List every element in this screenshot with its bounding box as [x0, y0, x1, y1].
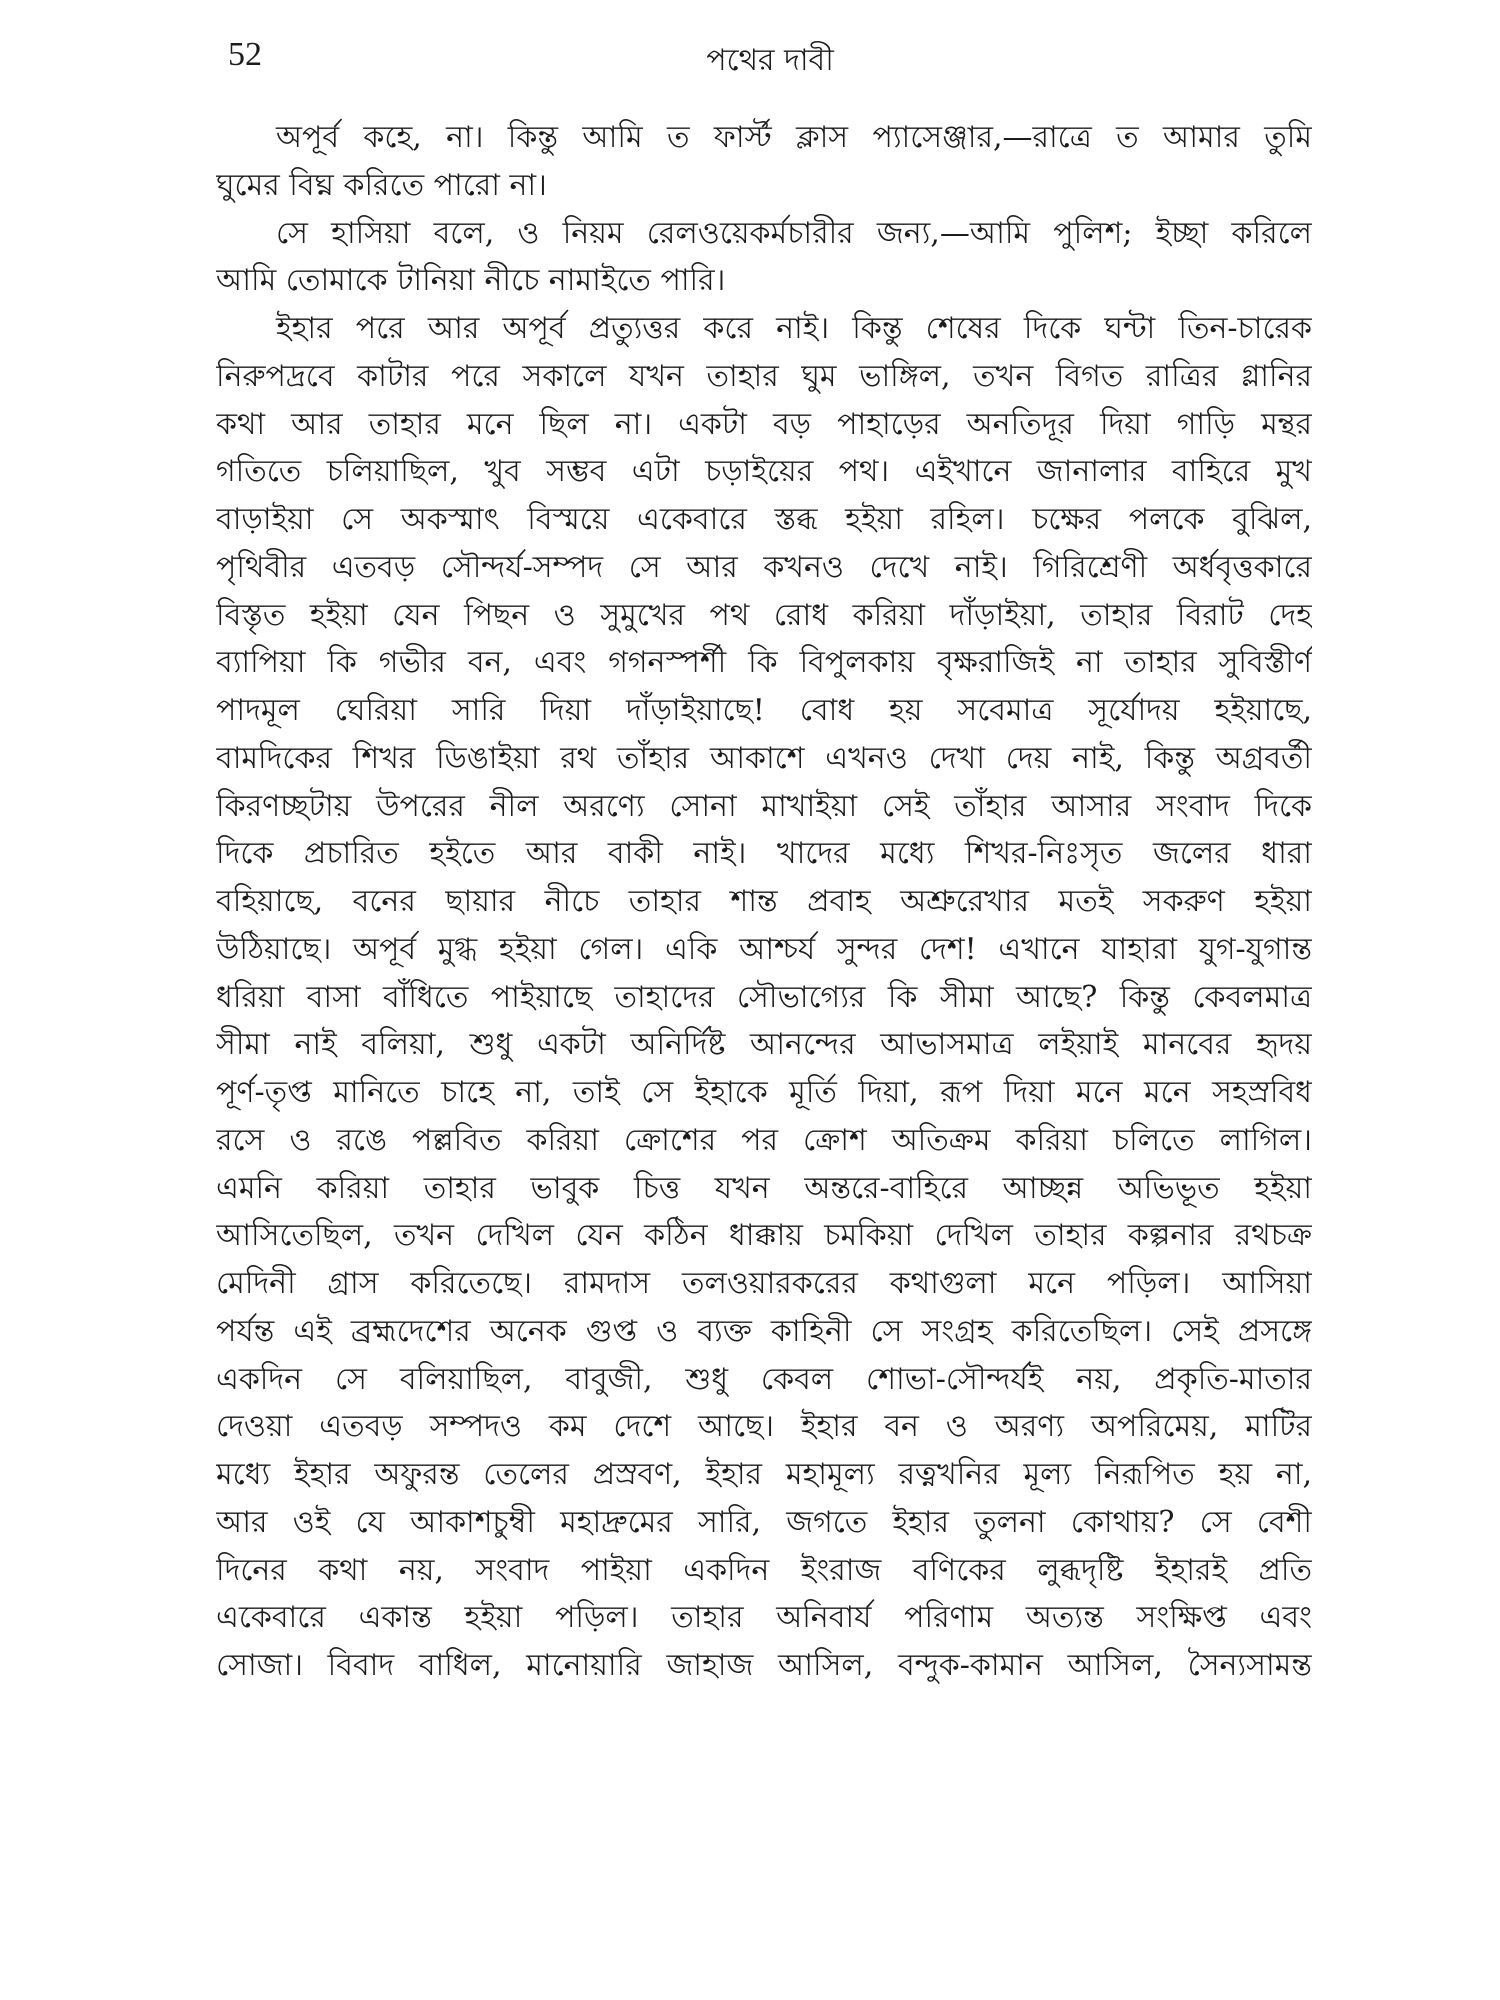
- text-line: দেওয়া এতবড় সম্পদও কম দেশে আছে। ইহার বন ও অরণ্য অপরিমেয়, মাটির: [216, 1409, 1312, 1445]
- text-line: ইহার পরে আর অপূর্ব প্রত্যুত্তর করে নাই। কিন্তু শেষের দিকে ঘন্টা তিন-চারেক: [276, 311, 1312, 346]
- text-line: ব্যাপিয়া কি গভীর বন, এবং গগনস্পর্শী কি বিপুলকায় বৃক্ষরাজিই না তাহার সুবিস্তীর্ণ: [216, 645, 1312, 681]
- text-line: গতিতে চলিয়াছিল, খুব সম্ভব এটা চড়াইয়ের পথ। এইখানে জানালার বাহিরে মুখ: [216, 454, 1312, 490]
- text-line: বহিয়াছে, বনের ছায়ার নীচে তাহার শান্ত প্রবাহ অশ্রুরেখার মতই সকরুণ হইয়া: [216, 884, 1312, 919]
- text-line: আসিতেছিল, তখন দেখিল যেন কঠিন ধাক্কায় চমকিয়া দেখিল তাহার কল্পনার রথচক্র: [216, 1218, 1312, 1254]
- text-line: ঘুমের বিঘ্ন করিতে পারো না।: [216, 167, 547, 203]
- text-line: সে হাসিয়া বলে, ও নিয়ম রেলওয়েকর্মচারীর জন্য,—আমি পুলিশ; ইচ্ছা করিলে: [276, 215, 1312, 251]
- text-line: মেদিনী গ্রাস করিতেছে। রামদাস তলওয়ারকরের কথাগুলা মনে পড়িল। আসিয়া: [216, 1266, 1312, 1301]
- text-line: কথা আর তাহার মনে ছিল না। একটা বড় পাহাড়ের অনতিদূর দিয়া গাড়ি মন্থর: [216, 406, 1312, 442]
- text-line: পৃথিবীর এতবড় সৌন্দর্য-সম্পদ সে আর কখনও দেখে নাই। গিরিশ্রেণী অর্ধবৃত্তকারে: [216, 549, 1312, 585]
- text-line: নিরুপদ্রবে কাটার পরে সকালে যখন তাহার ঘুম ভাঙ্গিল, তখন বিগত রাত্রির গ্লানির: [216, 358, 1312, 394]
- text-line: বিস্তৃত হইয়া যেন পিছন ও সুমুখের পথ রোধ করিয়া দাঁড়াইয়া, তাহার বিরাট দেহ: [216, 597, 1312, 633]
- body-text: [216, 114, 1312, 1690]
- text-line: দিকে প্রচারিত হইতে আর বাকী নাই। খাদের মধ্যে শিখর-নিঃসৃত জলের ধারা: [216, 836, 1312, 872]
- text-line: রসে ও রঙে পল্লবিত করিয়া ক্রোশের পর ক্রোশ অতিক্রম করিয়া চলিতে লাগিল।: [216, 1122, 1312, 1158]
- text-line: এমনি করিয়া তাহার ভাবুক চিত্ত যখন অন্তরে-বাহিরে আচ্ছন্ন অভিভূত হইয়া: [216, 1170, 1312, 1206]
- text-line: পূর্ণ-তৃপ্ত মানিতে চাহে না, তাই সে ইহাকে মূর্তি দিয়া, রূপ দিয়া মনে মনে সহস্রবিধ: [216, 1075, 1312, 1110]
- text-line: উঠিয়াছে। অপূর্ব মুগ্ধ হইয়া গেল। একি আশ্চর্য সুন্দর দেশ! এখানে যাহারা যুগ-যুগান্ত: [216, 931, 1312, 967]
- text-line: একেবারে একান্ত হইয়া পড়িল। তাহার অনিবার্য পরিণাম অত্যন্ত সংক্ষিপ্ত এবং: [216, 1600, 1312, 1636]
- page-number: 52: [228, 36, 262, 73]
- text-line: মধ্যে ইহার অফুরন্ত তেলের প্রস্রবণ, ইহার মহামূল্য রত্নখনির মূল্য নিরূপিত হয় না,: [216, 1457, 1312, 1492]
- text-line: আমি তোমাকে টানিয়া নীচে নামাইতে পারি।: [216, 263, 726, 299]
- text-line: সোজা। বিবাদ বাধিল, মানোয়ারি জাহাজ আসিল, বন্দুক-কামান আসিল, সৈন্যসামন্ত: [216, 1648, 1312, 1683]
- text-line: পর্যন্ত এই ব্রহ্মদেশের অনেক গুপ্ত ও ব্যক্ত কাহিনী সে সংগ্রহ করিতেছিল। সেই প্রসঙ্গে: [216, 1313, 1312, 1349]
- text-line: একদিন সে বলিয়াছিল, বাবুজী, শুধু কেবল শোভা-সৌন্দর্যই নয়, প্রকৃতি-মাতার: [216, 1361, 1312, 1397]
- text-line: বামদিকের শিখর ডিঙাইয়া রথ তাঁহার আকাশে এখনও দেখা দেয় নাই, কিন্তু অগ্রবর্তী: [216, 740, 1312, 776]
- text-line: আর ওই যে আকাশচুম্বী মহাদ্রুমের সারি, জগতে ইহার তুলনা কোথায়? সে বেশী: [216, 1504, 1312, 1540]
- text-line: দিনের কথা নয়, সংবাদ পাইয়া একদিন ইংরাজ বণিকের লুব্ধদৃষ্টি ইহারই প্রতি: [216, 1552, 1312, 1588]
- text-line: বাড়াইয়া সে অকস্মাৎ বিস্ময়ে একেবারে স্তব্ধ হইয়া রহিল। চক্ষের পলকে বুঝিল,: [216, 502, 1312, 537]
- running-title: পথের দাবী: [706, 43, 834, 78]
- text-line: ধরিয়া বাসা বাঁধিতে পাইয়াছে তাহাদের সৌভাগ্যের কি সীমা আছে? কিন্তু কেবলমাত্র: [216, 979, 1312, 1015]
- text-line: সীমা নাই বলিয়া, শুধু একটা অনির্দিষ্ট আনন্দের আভাসমাত্র লইয়াই মানবের হৃদয়: [216, 1027, 1312, 1063]
- text-line: পাদমূল ঘেরিয়া সারি দিয়া দাঁড়াইয়াছে! বোধ হয় সবেমাত্র সূর্যোদয় হইয়াছে,: [216, 693, 1312, 728]
- text-line: অপূর্ব কহে, না। কিন্তু আমি ত ফার্স্ট ক্লাস প্যাসেঞ্জার,—রাত্রে ত আমার তুমি: [276, 120, 1312, 155]
- text-line: কিরণচ্ছটায় উপরের নীল অরণ্যে সোনা মাখাইয়া সেই তাঁহার আসার সংবাদ দিকে: [216, 788, 1312, 824]
